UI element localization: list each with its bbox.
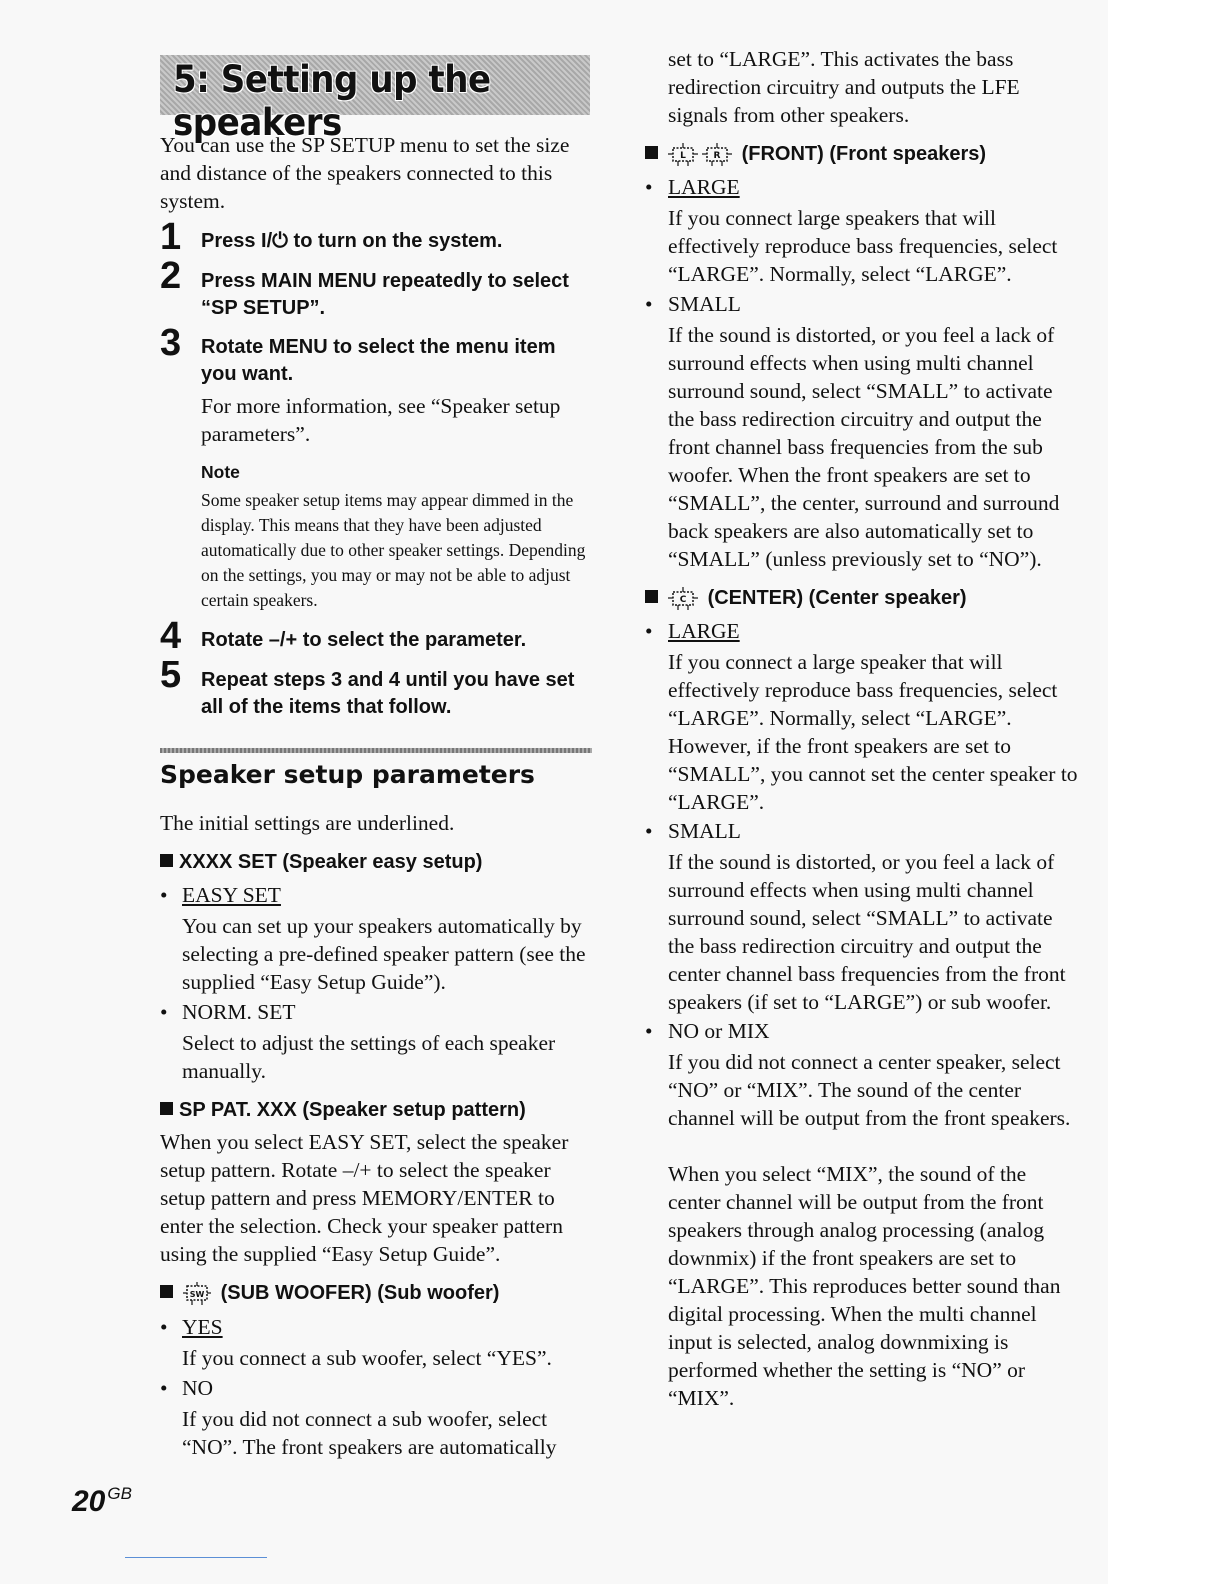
square-bullet-icon bbox=[160, 1102, 173, 1115]
option-no: NO bbox=[182, 1376, 214, 1400]
note-title: Note bbox=[201, 462, 240, 482]
option-description: If you connect a large speaker that will effectively reproduce bass frequencies, select “LARGE”. Normally, select “LARGE”. However, if the front speakers are set to “SMALL”, you cannot set the center speaker to “LARGE”. bbox=[668, 650, 1078, 814]
option-bullet: • bbox=[645, 175, 653, 199]
option-yes: YES bbox=[182, 1315, 223, 1339]
step-number: 2 bbox=[160, 255, 182, 297]
svg-text:R: R bbox=[713, 150, 721, 161]
option-large: LARGE bbox=[668, 619, 740, 643]
square-bullet-icon bbox=[160, 854, 173, 867]
section-title: Speaker setup parameters bbox=[160, 760, 535, 789]
option-easy-set: EASY SET bbox=[182, 883, 281, 907]
square-bullet-icon bbox=[645, 146, 658, 159]
option-bullet: • bbox=[645, 292, 653, 316]
sub-woofer-speaker-icon bbox=[183, 1282, 211, 1306]
option-bullet: • bbox=[645, 1019, 653, 1043]
svg-text:SW: SW bbox=[189, 1289, 205, 1299]
option-bullet: • bbox=[645, 819, 653, 843]
svg-text:C: C bbox=[679, 594, 687, 605]
option-bullet: • bbox=[160, 883, 168, 907]
option-bullet: • bbox=[160, 1315, 168, 1339]
option-small: SMALL bbox=[668, 819, 741, 843]
center-heading: C (CENTER) (Center speaker) bbox=[645, 585, 967, 611]
option-bullet: • bbox=[160, 1376, 168, 1400]
sub-woofer-heading: SW (SUB WOOFER) (Sub woofer) bbox=[160, 1280, 499, 1306]
step-detail: For more information, see “Speaker setup parameters”. bbox=[201, 394, 561, 446]
square-bullet-icon bbox=[645, 590, 658, 603]
option-description: If the sound is distorted, or you feel a lack of surround effects when using multi channel surround sound, select “SMALL” to activate the bass redirection circuitry and output the front channel bass frequencies from the sub woofer. When the front speakers are set to “SMALL”, the center, surround and surround back speakers are also automatically set to “SMALL” (unless previously set to “NO”). bbox=[668, 323, 1060, 571]
step-text: Press I/⏻ to turn on the system. bbox=[201, 230, 503, 252]
center-speaker-icon bbox=[668, 587, 698, 611]
page-number: 20 $^{GB}$ bbox=[72, 1484, 132, 1518]
option-bullet: • bbox=[645, 619, 653, 643]
svg-text:L: L bbox=[680, 150, 686, 161]
step-number: 4 bbox=[160, 615, 182, 657]
square-bullet-icon bbox=[160, 1285, 173, 1298]
step-number: 3 bbox=[160, 322, 182, 364]
option-no-or-mix: NO or MIX bbox=[668, 1019, 770, 1043]
option-description: If you connect a sub woofer, select “YES”. bbox=[182, 1346, 552, 1370]
section-intro: The initial settings are underlined. bbox=[160, 811, 455, 835]
option-description: If you did not connect a center speaker, select “NO” or “MIX”. The sound of the center channel will be output from the front speakers. bbox=[668, 1050, 1071, 1130]
easy-setup-heading: XXXX SET (Speaker easy setup) bbox=[160, 849, 482, 875]
sp-pattern-heading: SP PAT. XXX (Speaker setup pattern) bbox=[160, 1097, 526, 1123]
step-number: 5 bbox=[160, 654, 182, 696]
step-text: Repeat steps 3 and 4 until you have set all of the items that follow. bbox=[201, 669, 575, 718]
step-text: Press MAIN MENU repeatedly to select “SP SETUP”. bbox=[201, 270, 569, 319]
intro-text: You can use the SP SETUP menu to set the size and distance of the speakers connected to this system. bbox=[160, 133, 570, 213]
sp-pattern-text: When you select EASY SET, select the speaker setup pattern. Rotate –/+ to select the speaker setup pattern and press MEMORY/ENTER to enter the selection. Check your speaker pattern using the supplied “Easy Setup Guide”. bbox=[160, 1130, 569, 1266]
option-description: If the sound is distorted, or you feel a lack of surround effects when using multi channel surround sound, select “SMALL” to activate the bass redirection circuitry and output the center channel bass frequencies from the front speakers (if set to “LARGE”) or sub woofer. bbox=[668, 850, 1066, 1014]
front-heading: L R (FRONT) (Front speakers) bbox=[645, 141, 986, 167]
page-title: 5: Setting up the speakers bbox=[173, 58, 491, 144]
option-description: When you select “MIX”, the sound of the center channel will be output from the front speakers through analog processing (analog downmix) if the front speakers are set to “LARGE”. This reproduces better sound than digital processing. When the multi channel input is selected, analog downmixing is performed whether the setting is “NO” or “MIX”. bbox=[668, 1162, 1061, 1410]
step-number: 1 bbox=[160, 216, 182, 258]
option-norm-set: NORM. SET bbox=[182, 1000, 296, 1024]
option-description: If you did not connect a sub woofer, select “NO”. The front speakers are automatically bbox=[182, 1407, 557, 1459]
note-text: Some speaker setup items may appear dimmed in the display. This means that they have been adjusted automatically due to other speaker settings. Depending on the settings, you may or may not be able to adjust certain speakers. bbox=[201, 490, 586, 610]
step-text: Rotate MENU to select the menu item you want. bbox=[201, 336, 556, 385]
front-right-speaker-icon bbox=[702, 143, 732, 167]
front-left-speaker-icon bbox=[668, 143, 698, 167]
option-large: LARGE bbox=[668, 175, 740, 199]
option-description: You can set up your speakers automatically by selecting a pre-defined speaker pattern (see the supplied “Easy Setup Guide”). bbox=[182, 914, 586, 994]
option-description: Select to adjust the settings of each speaker manually. bbox=[182, 1031, 556, 1083]
option-description-continued: set to “LARGE”. This activates the bass redirection circuitry and outputs the LFE signals from other speakers. bbox=[668, 47, 1020, 127]
option-small: SMALL bbox=[668, 292, 741, 316]
option-bullet: • bbox=[160, 1000, 168, 1024]
title-banner bbox=[160, 55, 590, 144]
footer-line bbox=[125, 1557, 267, 1558]
step-text: Rotate –/+ to select the parameter. bbox=[201, 629, 527, 651]
section-divider bbox=[160, 748, 592, 753]
option-description: If you connect large speakers that will effectively reproduce bass frequencies, select “LARGE”. Normally, select “LARGE”. bbox=[668, 206, 1058, 286]
